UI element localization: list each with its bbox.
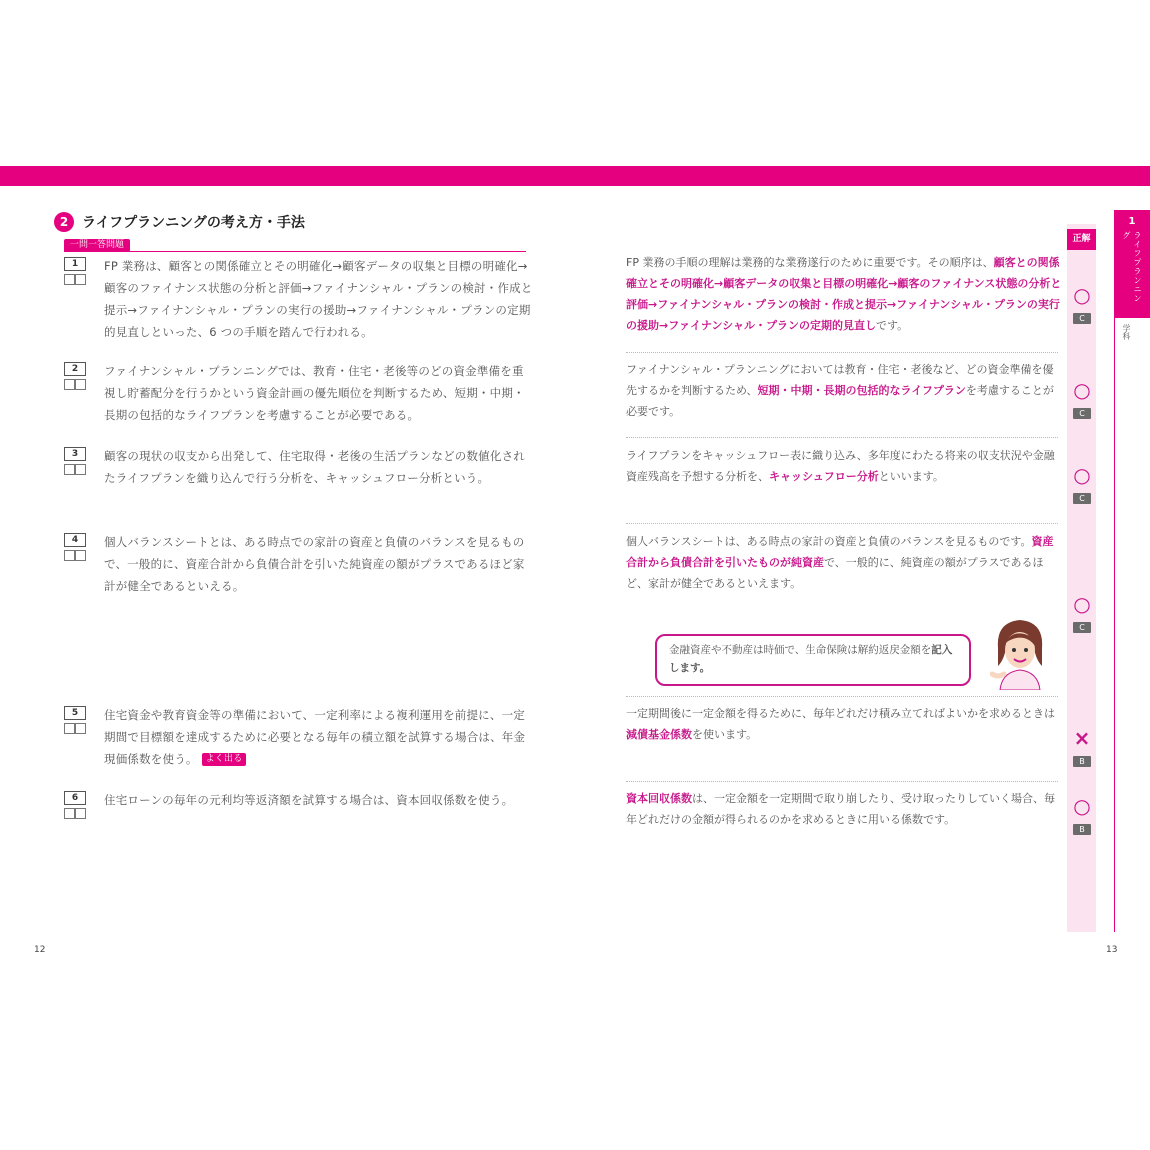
question-text: 顧客の現状の収支から出発して、住宅取得・老後の生活プランなどの数値化されたライフプランを織り込んで行う分析を、キャッシュフロー分析という。	[104, 449, 525, 485]
divider	[626, 696, 1058, 697]
answer-text: ファイナンシャル・プランニングにおいては教育・住宅・老後など、どの資金準備を優先するかを判断するため、短期・中期・長期の包括的なライフプランを考慮することが必要です。	[626, 363, 1054, 418]
header-band	[0, 166, 1150, 186]
question-text: 住宅資金や教育資金等の準備において、一定利率による複利運用を前提に、一定期間で目標額を達成するために必要となる毎年の積立額を試算する場合は、年金現価係数を使う。 よく出る	[104, 708, 526, 766]
section-heading	[54, 211, 305, 233]
answer-mark	[1070, 593, 1094, 634]
divider	[64, 251, 526, 252]
chapter-title: ライフプランニング	[1122, 231, 1142, 303]
answer-mark	[1070, 727, 1094, 768]
chapter-number: 1	[1128, 216, 1136, 227]
question-number: 5	[64, 706, 86, 734]
divider	[626, 523, 1058, 524]
answer-text: FP 業務の手順の理解は業務的な業務遂行のために重要です。その順序は、顧客との関係確立とその明確化→顧客データの収集と目標の明確化→顧客のファイナンス状態の分析と評価→ファイナンシャル・プランの検討・作成と提示→ファイナンシャル・プランの実行の援助→ファイナンシャル・プランの定期的見直しです。	[626, 256, 1062, 332]
question-type-tag: 一問一答問題	[64, 239, 130, 252]
question-number: 6	[64, 791, 86, 819]
chapter-tab[interactable]	[1114, 210, 1150, 318]
level-badge: B	[1073, 756, 1091, 767]
answer-column-header: 正解	[1067, 229, 1096, 250]
page-number-right: 13	[1106, 945, 1118, 955]
page-number-left: 12	[34, 945, 46, 955]
check-boxes[interactable]	[64, 808, 86, 819]
speech-bubble	[655, 634, 971, 686]
question-number: 3	[64, 447, 86, 475]
correct-icon: ○	[1073, 592, 1091, 616]
correct-icon: ○	[1073, 283, 1091, 307]
answer-text: 資本回収係数は、一定金額を一定期間で取り崩したり、受け取ったりしていく場合、毎年どれだけの金額が得られるのかを求めるときに用いる係数です。	[626, 792, 1055, 826]
question-text: FP 業務は、顧客との関係確立とその明確化→顧客データの収集と目標の明確化→顧客のファイナンス状態の分析と評価→ファイナンシャル・プランの検討・作成と提示→ファイナンシャル・プランの実行の援助→ファイナンシャル・プランの定期的見直しといった、6 つの手順を踏んで行われる。	[104, 259, 533, 339]
answer-text: 一定期間後に一定金額を得るために、毎年どれだけ積み立てればよいかを求めるときは減債基金係数を使います。	[626, 707, 1055, 741]
correct-icon: ○	[1073, 463, 1091, 487]
level-badge: C	[1073, 493, 1091, 504]
check-boxes[interactable]	[64, 379, 86, 390]
answer-mark	[1070, 379, 1094, 420]
level-badge: B	[1073, 824, 1091, 835]
check-boxes[interactable]	[64, 464, 86, 475]
question-number: 2	[64, 362, 86, 390]
correct-icon: ○	[1073, 378, 1091, 402]
divider	[626, 437, 1058, 438]
question-text: ファイナンシャル・プランニングでは、教育・住宅・老後等のどの資金準備を重視し貯蓄配分を行うかという資金計画の優先順位を判断するため、短期・中期・長期の包括的なライフプランを考慮することが必要である。	[104, 364, 525, 422]
bubble-text: 金融資産や不動産は時価で、生命保険は解約返戻金額を記入します。	[669, 644, 953, 674]
correct-icon: ○	[1073, 794, 1091, 818]
chapter-category: 学科	[1122, 324, 1131, 340]
section-title: ライフプランニングの考え方・手法	[82, 215, 305, 231]
divider	[1114, 318, 1115, 932]
divider	[626, 781, 1058, 782]
incorrect-icon: ×	[1073, 726, 1091, 750]
question-number: 1	[64, 257, 86, 285]
answer-mark	[1070, 284, 1094, 325]
answer-mark	[1070, 464, 1094, 505]
level-badge: C	[1073, 408, 1091, 419]
instructor-avatar-icon	[990, 614, 1050, 690]
answer-mark	[1070, 795, 1094, 836]
level-badge: C	[1073, 313, 1091, 324]
question-number: 4	[64, 533, 86, 561]
check-boxes[interactable]	[64, 274, 86, 285]
check-boxes[interactable]	[64, 550, 86, 561]
question-text: 個人バランスシートとは、ある時点での家計の資産と負債のバランスを見るもので、一般的に、資産合計から負債合計を引いた純資産の額がプラスであるほど家計が健全であるといえる。	[104, 535, 525, 593]
answer-text: 個人バランスシートは、ある時点の家計の資産と負債のバランスを見るものです。資産合計から負債合計を引いたものが純資産で、一般的に、純資産の額がプラスであるほど、家計が健全であるといえます。	[626, 535, 1054, 590]
frequent-badge: よく出る	[202, 753, 247, 766]
answer-text: ライフプランをキャッシュフロー表に織り込み、多年度にわたる将来の収支状況や金融資産残高を予想する分析を、キャッシュフロー分析といいます。	[626, 449, 1055, 483]
check-boxes[interactable]	[64, 723, 86, 734]
divider	[626, 352, 1058, 353]
section-number: 2	[54, 212, 74, 232]
question-text: 住宅ローンの毎年の元利均等返済額を試算する場合は、資本回収係数を使う。	[104, 793, 514, 807]
level-badge: C	[1073, 622, 1091, 633]
